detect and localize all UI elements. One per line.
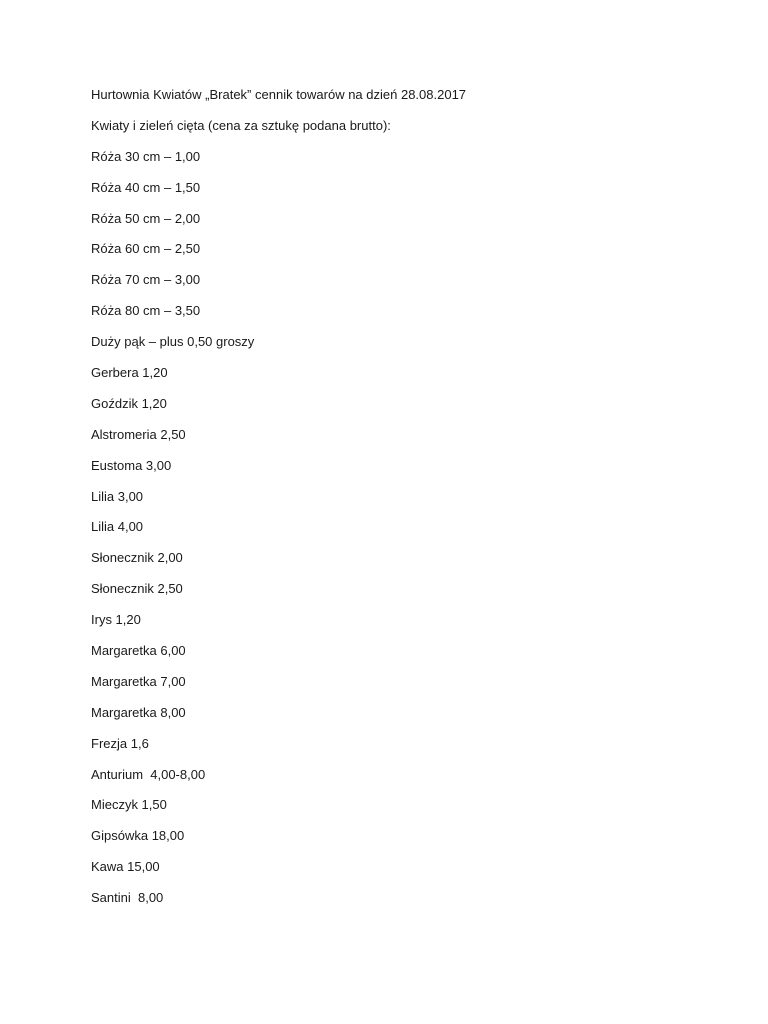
document-body: [91, 86, 691, 920]
price-list-item: Gipsówka 18,00: [91, 828, 185, 844]
price-list-item: Lilia 4,00: [91, 519, 144, 535]
price-list-item: Słonecznik 2,00: [91, 550, 183, 566]
price-list-item: Lilia 3,00: [91, 488, 144, 504]
price-list-item: Irys 1,20: [91, 612, 141, 628]
price-list-item: Frezja 1,6: [91, 735, 149, 751]
price-list-item: Margaretka 8,00: [91, 704, 186, 720]
document-subtitle: Kwiaty i zieleń cięta (cena za sztukę podana brutto):: [91, 117, 391, 133]
price-list-item: Eustoma 3,00: [91, 457, 172, 473]
price-list-item: Goździk 1,20: [91, 395, 167, 411]
price-list-item: Margaretka 7,00: [91, 673, 186, 689]
price-list-item: Santini 8,00: [91, 890, 164, 906]
price-list: [91, 148, 691, 907]
price-list-item: Róża 60 cm – 2,50: [91, 241, 201, 257]
document-title: Hurtownia Kwiatów „Bratek” cennik towarów na dzień 28.08.2017: [91, 87, 467, 102]
price-list-item: Słonecznik 2,50: [91, 581, 183, 597]
price-list-item: Alstromeria 2,50: [91, 426, 186, 442]
price-list-item: Anturium 4,00-8,00: [91, 766, 206, 782]
price-list-item: Róża 70 cm – 3,00: [91, 272, 201, 288]
price-list-item: Róża 50 cm – 2,00: [91, 210, 201, 226]
price-list-item: Margaretka 6,00: [91, 643, 186, 659]
price-list-item: Róża 30 cm – 1,00: [91, 148, 201, 164]
price-list-item: Róża 80 cm – 3,50: [91, 303, 201, 319]
price-list-item: Duży pąk – plus 0,50 groszy: [91, 334, 255, 350]
price-list-item: Mieczyk 1,50: [91, 797, 167, 813]
price-list-item: Róża 40 cm – 1,50: [91, 179, 201, 195]
price-list-item: Kawa 15,00: [91, 859, 160, 875]
price-list-item: Gerbera 1,20: [91, 365, 168, 381]
